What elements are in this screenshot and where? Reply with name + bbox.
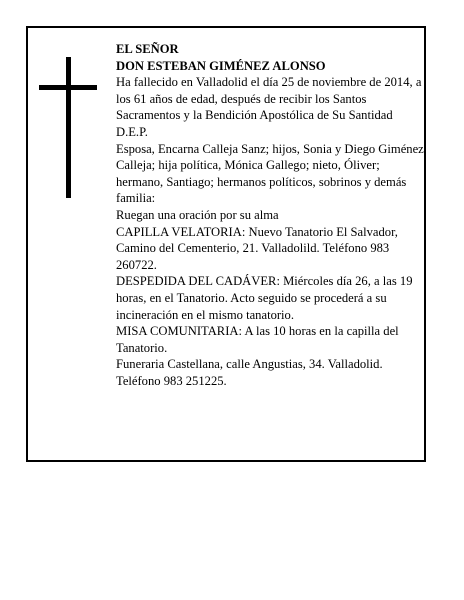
death-statement: Ha fallecido en Valladolid el día 25 de noviembre de 2014, a los 61 años de edad, después de recibir los Santos Sacramentos y la Bendición Apostólica de Su Santidad: [116, 75, 422, 123]
prayer-request: Ruegan una oración por su alma: [116, 207, 279, 222]
chapel-info: CAPILLA VELATORIA: Nuevo Tanatorio El Salvador, Camino del Cementerio, 21. Valladolild. Teléfono 983 260722.: [116, 224, 398, 272]
notice-title: EL SEÑOR: [116, 42, 179, 56]
mass-info: MISA COMUNITARIA: A las 10 horas en la capilla del Tanatorio.: [116, 324, 399, 355]
funeral-home-info: Funeraria Castellana, calle Angustias, 34. Valladolid. Teléfono 983 251225.: [116, 357, 383, 388]
obituary-notice: [26, 26, 426, 462]
cross-icon-crossbar: [39, 85, 97, 90]
notice-text: [116, 41, 426, 389]
rip-line: D.E.P.: [116, 124, 148, 139]
farewell-info: DESPEDIDA DEL CADÁVER: Miércoles día 26, a las 19 horas, en el Tanatorio. Acto seguido se procederá a su incineración en el mismo tanatorio.: [116, 274, 413, 322]
family-list: Esposa, Encarna Calleja Sanz; hijos, Sonia y Diego Giménez Calleja; hija política, Mónica Gallego; nieto, Óliver; hermano, Santiago; hermanos políticos, sobrinos y demás familia:: [116, 141, 424, 206]
deceased-name: DON ESTEBAN GIMÉNEZ ALONSO: [116, 58, 326, 73]
cross-icon: [66, 57, 71, 198]
